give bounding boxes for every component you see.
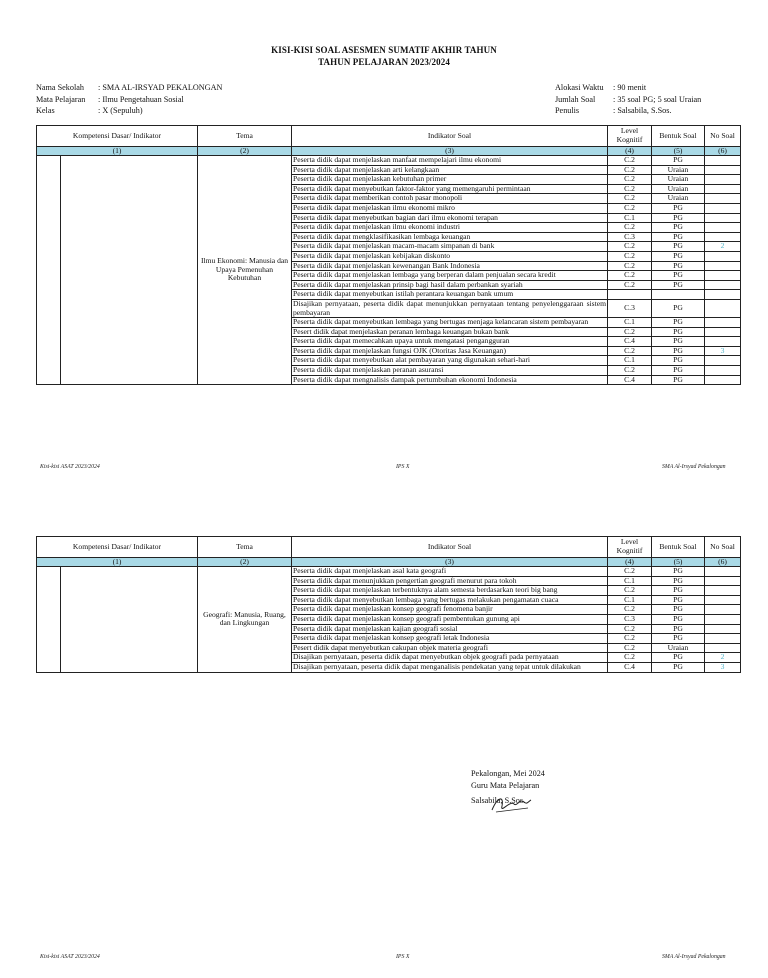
indikator-cell [61,567,198,673]
level-kognitif: C.2 [608,624,652,634]
no-soal: 3 [705,346,741,356]
level-kognitif [608,290,652,300]
subject-label: Mata Pelajaran [36,94,86,104]
level-kognitif: C.2 [608,184,652,194]
indikator-soal: Peserta didik dapat menjelaskan manfaat mempelajari ilmu ekonomi [292,156,608,166]
bentuk-soal: PG [652,634,705,644]
bentuk-soal: PG [652,261,705,271]
header-level: Level Kognitif [608,537,652,558]
indikator-soal: Peserta didik dapat menjelaskan konsep geografi fenomena banjir [292,605,608,615]
no-soal [705,567,741,577]
author-label: Penulis [555,106,580,115]
header-no: No Soal [705,126,741,147]
level-kognitif: C.2 [608,251,652,261]
no-soal [705,194,741,204]
indikator-soal: Pesert didik dapat menjelaskan peranan lembaga keuangan bukan bank [292,327,608,337]
header-kd: Kompetensi Dasar/ Indikator [37,126,198,147]
level-kognitif: C.2 [608,156,652,166]
indikator-soal: Disajikan pernyataan, peserta didik dapat menganalisis pendekatan yang tepat untuk dilakukan [292,662,608,672]
indikator-soal: Peserta didik dapat menunjukkan pengertian geografi menurut para tokoh [292,576,608,586]
indikator-soal: Peserta didik dapat menjelaskan kebijakan diskonto [292,251,608,261]
bentuk-soal: PG [652,213,705,223]
no-soal [705,223,741,233]
header-indikator: Indikator Soal [292,126,608,147]
no-soal [705,203,741,213]
footer-right-1: SMA Al-Irsyad Pekalongan [662,464,726,470]
no-soal [705,595,741,605]
tema-cell: Geografi: Manusia, Ruang, dan Lingkungan [198,567,292,673]
footer-left-1: Kisi-kisi ASAT 2023/2024 [40,464,100,470]
indikator-soal: Peserta didik dapat memberikan contoh pasar monopoli [292,194,608,204]
level-kognitif: C.1 [608,576,652,586]
header-num-6: (6) [705,147,741,156]
indikator-soal: Peserta didik dapat menjelaskan ilmu ekonomi industri [292,223,608,233]
level-kognitif: C.4 [608,662,652,672]
indikator-cell [61,156,198,385]
bentuk-soal: PG [652,567,705,577]
indikator-soal: Peserta didik dapat menyebutkan lembaga yang bertugas menjaga kelancaran sistem pembayaran [292,318,608,328]
bentuk-soal: PG [652,375,705,385]
signature-role: Guru Mata Pelajaran [471,781,540,790]
footer-center-1: IPS X [396,464,410,470]
level-kognitif: C.2 [608,271,652,281]
info-left [36,82,222,117]
no-soal [705,271,741,281]
indikator-soal: Peserta didik dapat menyebutkan faktor-faktor yang memengaruhi permintaan [292,184,608,194]
indikator-soal: Peserta didik dapat menjelaskan kajian geografi sosial [292,624,608,634]
subject-value: : Ilmu Pengetahuan Sosial [98,94,184,104]
no-soal [705,261,741,271]
bentuk-soal: PG [652,251,705,261]
bentuk-soal: PG [652,586,705,596]
footer-right-2: SMA Al-Irsyad Pekalongan [662,954,726,960]
level-kognitif: C.2 [608,346,652,356]
level-kognitif: C.2 [608,366,652,376]
level-kognitif: C.2 [608,605,652,615]
indikator-soal: Peserta didik dapat menjelaskan terbentuknya alam semesta berdasarkan teori big bang [292,586,608,596]
level-kognitif: C.2 [608,203,652,213]
no-soal: 2 [705,242,741,252]
indikator-soal: Peserta didik dapat menjelaskan kewenangan Bank Indonesia [292,261,608,271]
bentuk-soal: PG [652,595,705,605]
header-num-2: (2) [198,558,292,567]
level-kognitif: C.1 [608,213,652,223]
bentuk-soal: PG [652,299,705,317]
header-num-5: (5) [652,558,705,567]
school-value: : SMA AL-IRSYAD PEKALONGAN [98,83,223,92]
indikator-soal: Peserta didik dapat menjelaskan lembaga yang berperan dalam penjualan secara kredit [292,271,608,281]
bentuk-soal: Uraian [652,165,705,175]
bentuk-soal: PG [652,356,705,366]
bentuk-soal: PG [652,280,705,290]
level-kognitif: C.4 [608,375,652,385]
indikator-soal: Peserta didik dapat menyebutkan istilah perantara keuangan bank umum [292,290,608,300]
level-kognitif: C.2 [608,175,652,185]
indikator-soal: Peserta didik dapat menjelaskan kebutuhan primer [292,175,608,185]
indikator-soal: Peserta didik dapat mengnalisis dampak pertumbuhan ekonomi Indonesia [292,375,608,385]
level-kognitif: C.2 [608,194,652,204]
no-soal [705,175,741,185]
bentuk-soal: PG [652,337,705,347]
class-value: : X (Sepuluh) [98,106,143,115]
no-soal [705,576,741,586]
bentuk-soal: PG [652,242,705,252]
no-soal [705,375,741,385]
header-num-6: (6) [705,558,741,567]
bentuk-soal: Uraian [652,175,705,185]
bentuk-soal: PG [652,346,705,356]
level-kognitif: C.2 [608,223,652,233]
indikator-soal: Peserta didik dapat menjelaskan ilmu ekonomi mikro [292,203,608,213]
indikator-soal: Disajikan pernyataan, peserta didik dapat menyebutkan objek geografi pada pernyataan [292,653,608,663]
bentuk-soal: Uraian [652,643,705,653]
no-soal [705,299,741,317]
no-soal [705,614,741,624]
bentuk-soal: PG [652,605,705,615]
no-soal [705,605,741,615]
table-row [37,567,741,577]
header-num-3: (3) [292,558,608,567]
count-value: : 35 soal PG; 5 soal Uraian [613,94,702,104]
bentuk-soal: PG [652,271,705,281]
kisi-table-2 [36,536,741,673]
header-num-3: (3) [292,147,608,156]
level-kognitif: C.3 [608,614,652,624]
no-soal [705,251,741,261]
indikator-soal: Peserta didik dapat menjelaskan macam-macam simpanan di bank [292,242,608,252]
no-soal [705,327,741,337]
header-num-1: (1) [37,558,198,567]
no-soal [705,318,741,328]
bentuk-soal: PG [652,318,705,328]
indikator-soal: Peserta didik dapat menjelaskan prinsip bagi hasil dalam perbankan syariah [292,280,608,290]
indikator-soal: Peserta didik dapat mengklasifikasikan lembaga keuangan [292,232,608,242]
no-soal [705,366,741,376]
header-bentuk: Bentuk Soal [652,537,705,558]
level-kognitif: C.3 [608,299,652,317]
bentuk-soal: PG [652,624,705,634]
level-kognitif: C.3 [608,232,652,242]
no-soal [705,280,741,290]
indikator-soal: Disajikan pernyataan, peserta didik dapat menunjukkan pernyataan tentang penyelenggaraan sistem pembayaran [293,298,606,317]
no-soal [705,165,741,175]
bentuk-soal: PG [652,366,705,376]
no-soal: 2 [705,653,741,663]
no-soal [705,337,741,347]
time-value: : 90 menit [613,83,647,92]
level-kognitif: C.1 [608,595,652,605]
bentuk-soal: PG [652,614,705,624]
bentuk-soal [652,290,705,300]
document-subtitle: TAHUN PELAJARAN 2023/2024 [318,57,450,67]
time-label: Alokasi Waktu [555,83,604,92]
footer-center-2: IPS X [396,954,410,960]
no-soal [705,156,741,166]
document-title: KISI-KISI SOAL ASESMEN SUMATIF AKHIR TAHUN [271,45,497,55]
signature-name: Salsabila, S.Sos. [471,796,526,805]
header-no: No Soal [705,537,741,558]
kisi-table-1 [36,125,741,385]
level-kognitif: C.2 [608,643,652,653]
no-soal: 3 [705,662,741,672]
kd-cell [37,156,61,385]
level-kognitif: C.1 [608,356,652,366]
indikator-soal: Peserta didik dapat menyebutkan alat pembayaran yang digunakan sehari-hari [292,356,608,366]
class-label: Kelas [36,106,55,115]
indikator-soal: Peserta didik dapat menjelaskan arti kelangkaan [292,165,608,175]
header-num-4: (4) [608,558,652,567]
bentuk-soal: PG [652,156,705,166]
indikator-soal: Peserta didik dapat menjelaskan fungsi OJK (Otoritas Jasa Keuangan) [292,346,608,356]
level-kognitif: C.2 [608,327,652,337]
indikator-soal: Peserta didik dapat memecahkan upaya untuk mengatasi pengangguran [292,337,608,347]
no-soal [705,634,741,644]
handwritten-signature [488,792,534,816]
indikator-soal: Peserta didik dapat menyebutkan lembaga yang bertugas melakukan pengamatan cuaca [292,595,608,605]
count-label: Jumlah Soal [555,94,596,104]
level-kognitif: C.2 [608,634,652,644]
level-kognitif: C.2 [608,653,652,663]
bentuk-soal: Uraian [652,184,705,194]
indikator-soal: Pesert didik dapat menyebutkan cakupan objek materia geografi [292,643,608,653]
level-kognitif: C.2 [608,280,652,290]
tema-cell: Ilmu Ekonomi: Manusia dan Upaya Pemenuhan Kebutuhan [198,156,292,385]
header-kd: Kompetensi Dasar/ Indikator [37,537,198,558]
bentuk-soal: PG [652,203,705,213]
school-label: Nama Sekolah [36,83,84,92]
bentuk-soal: PG [652,653,705,663]
info-right [555,82,701,117]
no-soal [705,184,741,194]
level-kognitif: C.2 [608,261,652,271]
header-bentuk: Bentuk Soal [652,126,705,147]
footer-left-2: Kisi-kisi ASAT 2023/2024 [40,954,100,960]
bentuk-soal: PG [652,327,705,337]
no-soal [705,586,741,596]
table-row [37,156,741,166]
header-tema: Tema [198,126,292,147]
kd-cell [37,567,61,673]
header-num-1: (1) [37,147,198,156]
no-soal [705,624,741,634]
level-kognitif: C.2 [608,165,652,175]
indikator-soal: Peserta didik dapat menjelaskan asal kata geografi [292,567,608,577]
header-num-4: (4) [608,147,652,156]
no-soal [705,356,741,366]
header-indikator: Indikator Soal [292,537,608,558]
level-kognitif: C.2 [608,242,652,252]
indikator-soal: Peserta didik dapat menjelaskan konsep geografi letak Indonesia [292,634,608,644]
no-soal [705,290,741,300]
indikator-soal: Peserta didik dapat menyebutkan bagian dari ilmu ekonomi terapan [292,213,608,223]
level-kognitif: C.1 [608,318,652,328]
indikator-soal: Peserta didik dapat menjelaskan konsep geografi pembentukan gunung api [292,614,608,624]
bentuk-soal: Uraian [652,194,705,204]
header-level: Level Kognitif [608,126,652,147]
header-num-5: (5) [652,147,705,156]
no-soal [705,213,741,223]
header-tema: Tema [198,537,292,558]
header-num-2: (2) [198,147,292,156]
level-kognitif: C.2 [608,586,652,596]
bentuk-soal: PG [652,662,705,672]
level-kognitif: C.2 [608,567,652,577]
indikator-soal: Peserta didik dapat menjelaskan peranan asuransi [292,366,608,376]
signature-place-date: Pekalongan, Mei 2024 [471,769,545,778]
bentuk-soal: PG [652,576,705,586]
bentuk-soal: PG [652,232,705,242]
level-kognitif: C.4 [608,337,652,347]
author-value: : Salsabila, S.Sos. [613,106,672,115]
bentuk-soal: PG [652,223,705,233]
